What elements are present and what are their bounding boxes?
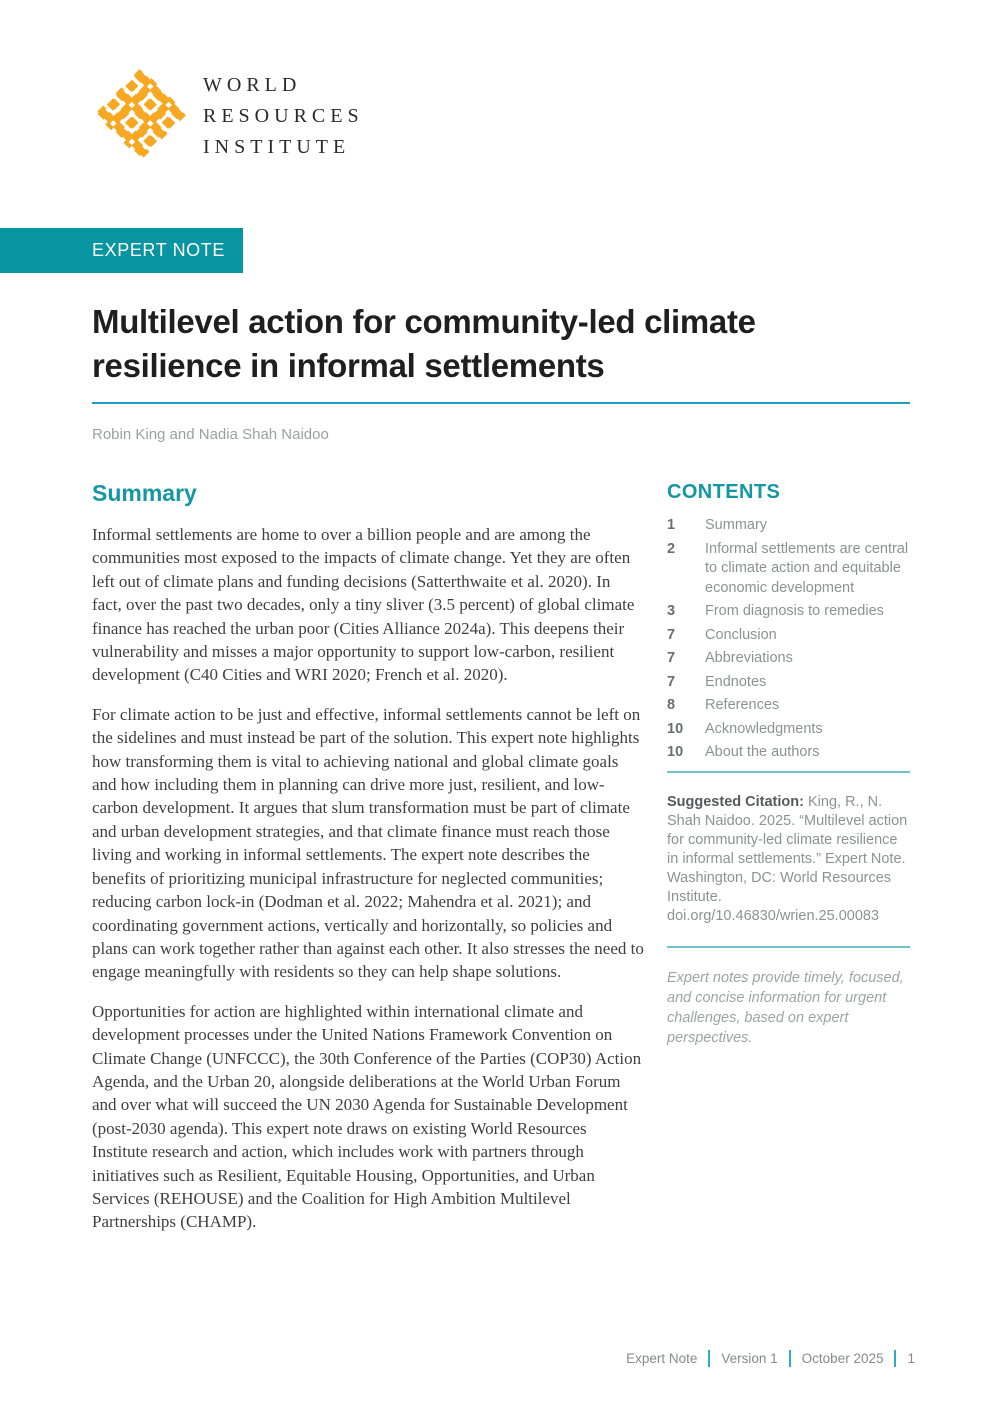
toc-page-number: 3: [667, 603, 676, 619]
summary-paragraph-1: Informal settlements are home to over a billion people and are among the communities most exposed to the impacts of climate change. Yet they are often left out of climate plans and funding decisions (Satterthwaite et al. 2020). In fact, over the past two decades, only a tiny sliver (3.5 percent) of global climate finance has reached the urban poor (Cities Alliance 2024a). This deepens their vulnerability and misses a major opportunity to support low-carbon, resilient development (C40 Cities and WRI 2020; French et al. 2020).: [92, 525, 635, 685]
toc-page-number: 10: [667, 720, 684, 737]
footer-divider: [789, 1350, 791, 1367]
toc-page-number: 10: [667, 744, 684, 760]
summary-paragraph-2: For climate action to be just and effective, informal settlements cannot be left on the sidelines and must instead be part of the solution. This expert note highlights how transforming them is vital to achieving national and global climate goals and how including them in planning can drive more just, resilient, and low-carbon development. It argues that slum transformation must be part of climate and urban development strategies, and that climate finance must reach those living and working in informal settlements. The expert note describes the benefits of prioritizing municipal infrastructure for neglected communities; reducing carbon lock-in (Dodman et al. 2022; Mahendra et al. 2021); and coordinating government actions, vertically and horizontally, so policies and plans can work together rather than against each other. It also stresses the need to engage meaningfully with residents so they can help shape solutions.: [92, 704, 644, 982]
toc-item-conclusion[interactable]: [667, 626, 910, 646]
toc-item-acknowledgments[interactable]: [667, 720, 910, 740]
toc-label: About the authors: [705, 744, 820, 760]
wri-weave-logo-icon: [95, 62, 187, 166]
summary-heading: Summary: [92, 480, 197, 506]
toc-label: Abbreviations: [705, 650, 793, 666]
footer-doc-type: Expert Note: [626, 1351, 698, 1366]
toc-label: Conclusion: [705, 626, 777, 643]
wordmark-line-3: INSTITUTE: [203, 136, 351, 158]
footer-divider: [708, 1350, 710, 1367]
table-of-contents: [667, 516, 910, 763]
toc-page-number: 7: [667, 673, 676, 690]
expert-note-banner: [0, 228, 243, 273]
page-footer: [626, 1350, 915, 1367]
footer-version: Version 1: [721, 1351, 778, 1366]
toc-item-abbreviations[interactable]: [667, 649, 910, 669]
toc-item-endnotes[interactable]: [667, 673, 910, 693]
expert-note-description: Expert notes provide timely, focused, and concise information for urgent challenges, based on expert perspectives.: [667, 969, 904, 1046]
toc-page-number: 8: [667, 697, 676, 713]
contents-heading: CONTENTS: [667, 481, 781, 503]
summary-paragraph-3: Opportunities for action are highlighted within international climate and development processes under the United Nations Framework Convention on Climate Change (UNFCCC), the 30th Conference of the Parties (COP30) Action Agenda, and the Urban 20, alongside deliberations at the World Urban Forum and over what will succeed the UN 2030 Agenda for Sustainable Development (post-2030 agenda). This expert note draws on existing World Resources Institute research and action, which includes work with partners through initiatives such as Resilient, Equitable Housing, Opportunities, and Urban Services (REHOUSE) and the Coalition for High Ambition Multilevel Partnerships (CHAMP).: [92, 1001, 642, 1232]
toc-item-from-diagnosis[interactable]: [667, 602, 910, 622]
authors-line: Robin King and Nadia Shah Naidoo: [92, 426, 329, 443]
toc-page-number: 1: [667, 517, 676, 533]
document-title: Multilevel action for community-led climate resilience in informal settlements: [92, 303, 756, 384]
toc-item-summary[interactable]: [667, 516, 910, 536]
expert-note-banner-label: EXPERT NOTE: [92, 240, 225, 260]
footer-divider: [894, 1350, 896, 1367]
toc-label: Endnotes: [705, 673, 767, 690]
toc-item-references[interactable]: [667, 696, 910, 716]
citation-text: King, R., N. Shah Naidoo. 2025. “Multilevel action for community-led climate resilience in informal settlements.” Expert Note. Washington, DC: World Resources Institute. doi.org/10.46830/wrien.25.00083: [667, 793, 908, 924]
footer-page-number: 1: [907, 1351, 915, 1366]
sidebar-rule-bottom: [667, 946, 910, 948]
toc-page-number: 7: [667, 650, 676, 666]
summary-section: [92, 480, 644, 1250]
contents-sidebar: [667, 481, 910, 1048]
toc-item-about-the-authors[interactable]: [667, 743, 910, 763]
wri-wordmark: [203, 62, 364, 166]
title-rule: [92, 402, 910, 404]
suggested-citation: [667, 793, 910, 926]
toc-item-informal-settlements[interactable]: [667, 540, 910, 599]
toc-label: Acknowledgments: [705, 720, 823, 737]
toc-page-number: 2: [667, 540, 676, 557]
toc-label: Informal settlements are central to climate action and equitable economic development: [705, 540, 909, 596]
toc-label: Summary: [705, 517, 768, 533]
footer-date: October 2025: [801, 1351, 884, 1366]
wordmark-line-1: WORLD: [203, 74, 302, 96]
toc-page-number: 7: [667, 626, 676, 643]
wordmark-line-2: RESOURCES: [203, 105, 364, 127]
sidebar-rule-top: [667, 771, 910, 773]
toc-label: References: [705, 697, 780, 713]
wri-logo: [95, 62, 364, 166]
citation-label: Suggested Citation:: [667, 793, 804, 810]
toc-label: From diagnosis to remedies: [705, 603, 884, 619]
